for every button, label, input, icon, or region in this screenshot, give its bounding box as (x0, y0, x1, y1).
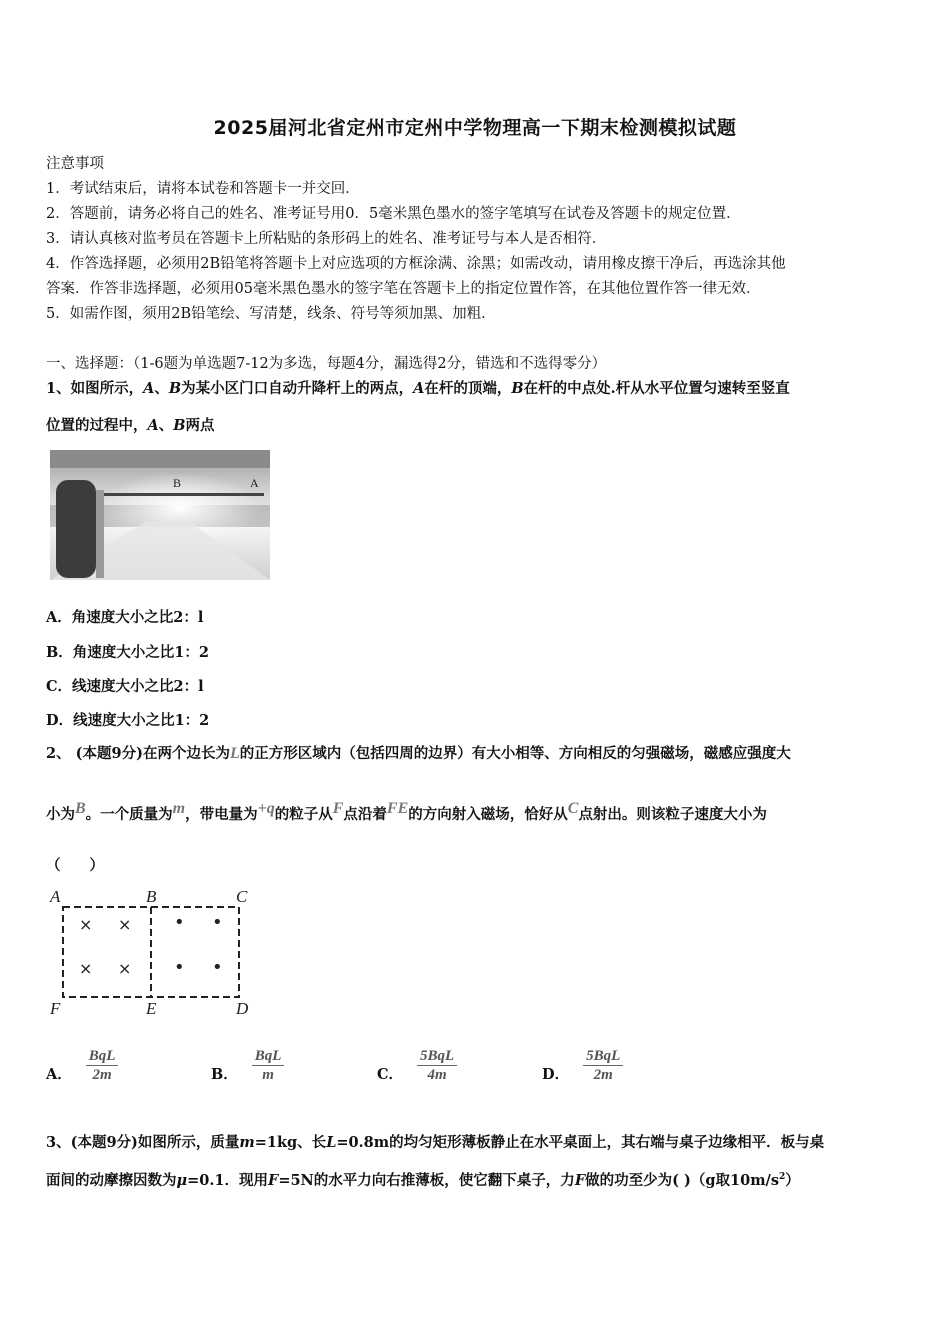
notice-item: 3．请认真核对监考员在答题卡上所粘贴的条形码上的姓名、准考证号与本人是否相符． (46, 231, 607, 247)
fig-label-d: D (236, 999, 249, 1018)
fig-label-a: A (50, 887, 61, 906)
q2-answer-d[interactable]: D． $\frac{\text{5BqL}}{2m}$ (542, 1047, 623, 1084)
notice-item: 5．如需作图，须用2B铅笔绘、写清楚，线条、符号等须加黑、加粗． (46, 306, 496, 322)
q2-answer-c[interactable]: C． $\frac{\text{5BqL}}{4m}$ (377, 1047, 457, 1084)
q1-option-b[interactable]: B．角速度大小之比1：2 (46, 644, 209, 661)
q3-line1: 3、(本题9分)如图所示，质量m=1kg、长L=0.8m的均匀矩形薄板静止在水平桌面上，其右端与桌子边缘相平．板与桌 (46, 1134, 825, 1151)
notice-item: 2．答题前，请务必将自己的姓名、准考证号用0．5毫米黑色墨水的签字笔填写在试卷及答题卡的规定位置． (46, 206, 741, 222)
field-out-of-page-symbol: • (212, 957, 223, 978)
field-into-page-symbol: × (118, 915, 132, 934)
q1-option-d[interactable]: D．线速度大小之比1：2 (46, 712, 210, 729)
q2-answer-a[interactable]: A． $\frac{\text{BqL}}{2m}$ (46, 1047, 118, 1084)
section-heading: 一、选择题：（1-6题为单选题7-12为多选，每题4分，漏选得2分，错选和不选得零分） (46, 356, 607, 372)
q1-barrier-photo (50, 450, 270, 580)
notice-heading: 注意事项 (46, 156, 104, 172)
page-title: 2025届河北省定州市定州中学物理高一下期末检测模拟试题 (213, 117, 737, 139)
field-out-of-page-symbol: • (174, 957, 185, 978)
field-into-page-symbol: × (118, 959, 132, 978)
q2-magnetic-field-figure (46, 884, 266, 1019)
fig-label-f: F (50, 999, 61, 1018)
q2-line1: 2、 (本题9分)在两个边长为L的正方形区域内（包括四周的边界）有大小相等、方向相反的匀强磁场，磁感应强度大 (46, 745, 791, 762)
field-into-page-symbol: × (79, 915, 93, 934)
fig-label-c: C (236, 887, 248, 906)
q2-line2: 小为$^B$。一个质量为$^m$，带电量为$^{+q}$的粒子从$^F$点沿着$^{FE}$的方向射入磁场，恰好从$^C$点射出。则该粒子速度大小为 (46, 800, 767, 823)
notice-item: 4．作答选择题，必须用2B铅笔将答题卡上对应选项的方框涂满、涂黑；如需改动，请用橡皮擦干净后，再选涂其他 (46, 256, 786, 272)
q1-option-c[interactable]: C．线速度大小之比2：l (46, 678, 204, 695)
notice-item: 答案．作答非选择题，必须用05毫米黑色墨水的签字笔在答题卡上的指定位置作答，在其他位置作答一律无效． (46, 281, 761, 297)
q1-line1: 1、如图所示，A、B为某小区门口自动升降杆上的两点，A在杆的顶端，B在杆的中点处.杆从水平位置匀速转至竖直 (46, 380, 790, 397)
q1-option-a[interactable]: A．角速度大小之比2：l (46, 609, 204, 626)
fig-label-b: B (146, 887, 157, 906)
fig-label-e: E (146, 999, 157, 1018)
field-out-of-page-symbol: • (174, 912, 185, 933)
q1-label-b: B (173, 476, 182, 490)
q3-line2: 面间的动摩擦因数为μ=0.1．现用F=5N的水平力向右推薄板，使它翻下桌子，力F做的功至少为( )（g取$10m/s^2$） (46, 1172, 800, 1189)
q2-answer-b[interactable]: B． $\frac{\text{BqL}}{m}$ (211, 1047, 284, 1084)
field-into-page-symbol: × (79, 959, 93, 978)
q2-answer-paren: （ ） (46, 857, 104, 874)
field-out-of-page-symbol: • (212, 912, 223, 933)
q1-line2: 位置的过程中，A、B两点 (46, 417, 215, 434)
q1-label-a: A (250, 476, 259, 490)
notice-item: 1．考试结束后，请将本试卷和答题卡一并交回． (46, 181, 360, 197)
